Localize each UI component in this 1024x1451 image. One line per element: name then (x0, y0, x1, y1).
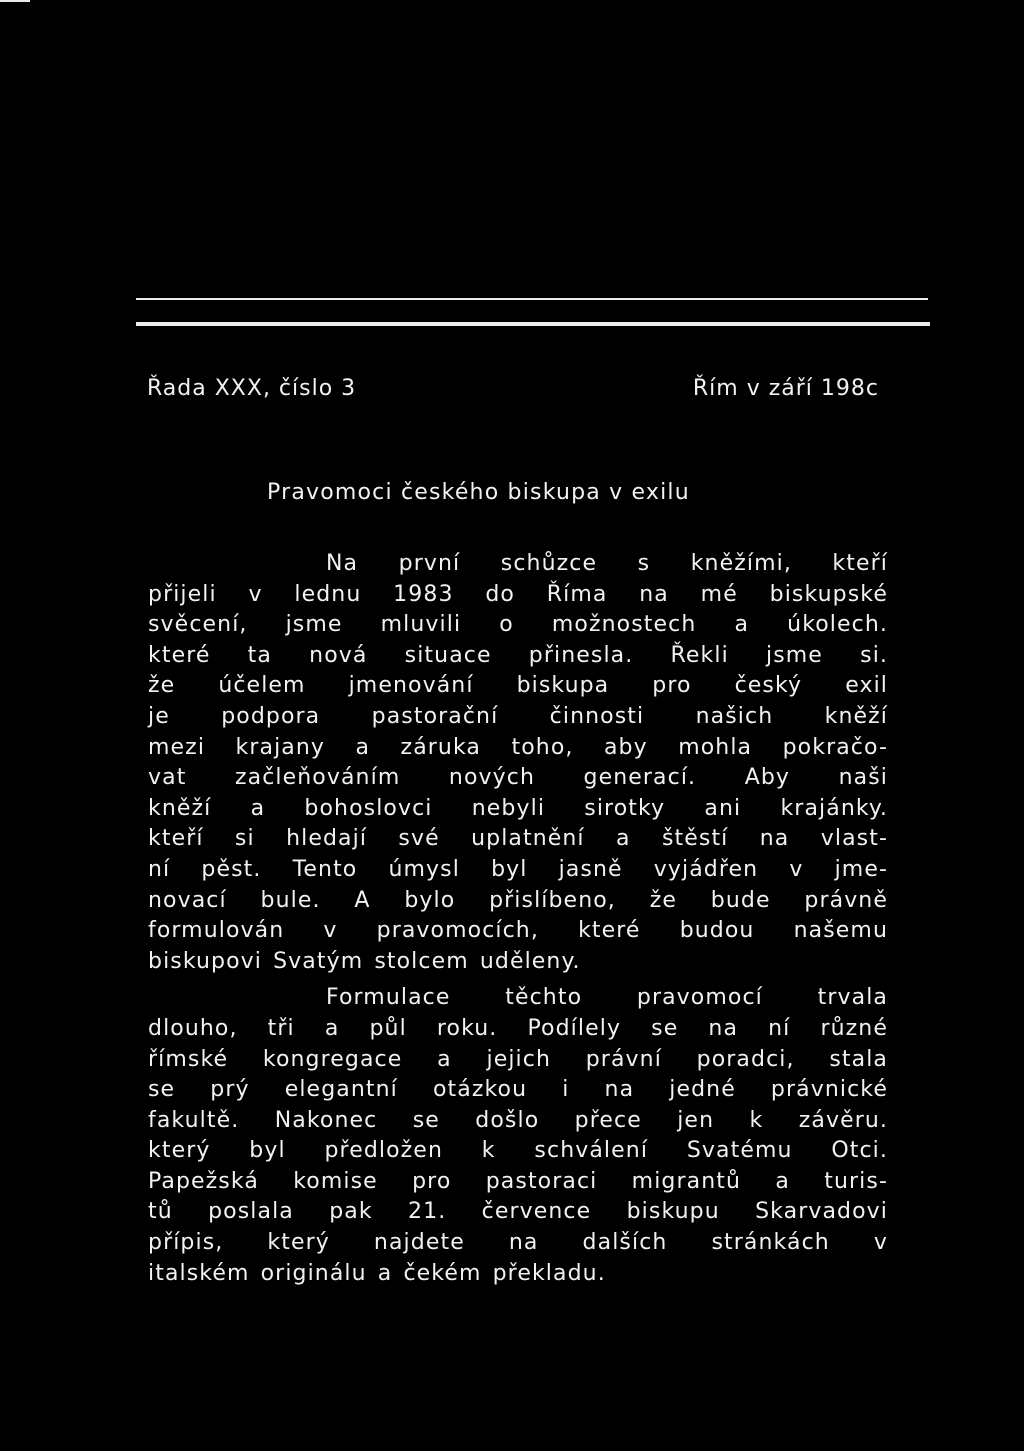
text-line: přípis, který najdete na dalších stránkách v (148, 1230, 888, 1256)
text-line: se prý elegantní otázkou i na jedné právnické (148, 1077, 888, 1103)
text-line: biskupovi Svatým stolcem uděleny. (148, 948, 581, 974)
text-line: ní pěst. Tento úmysl byl jasně vyjádřen v jme- (148, 856, 888, 882)
issue-header (147, 376, 879, 410)
text-line: kteří si hledají své uplatnění a štěstí na vlast- (148, 826, 888, 852)
text-line: italském originálu a čekém překladu. (148, 1260, 606, 1286)
issue-series: Řada XXX, číslo 3 (147, 376, 357, 401)
text-line: který byl předložen k schválení Svatému Otci. (148, 1138, 888, 1164)
text-line: kněží a bohoslovci nebyli sirotky ani krajánky. (148, 795, 888, 821)
text-line: že účelem jmenování biskupa pro český exil (148, 673, 888, 699)
text-line: římské kongregace a jejich právní poradci, stala (148, 1046, 888, 1072)
text-line: tů poslala pak 21. července biskupu Skarvadovi (148, 1199, 888, 1225)
text-line: formulován v pravomocích, které budou našemu (148, 918, 888, 944)
header-rule-thin (136, 298, 928, 300)
text-line: Na první schůzce s kněžími, kteří (326, 551, 888, 576)
issue-place-date: Řím v září 198c (692, 376, 879, 401)
header-rule-thick (136, 322, 930, 326)
text-line: je podpora pastorační činnosti našich kněží (148, 703, 888, 729)
text-line: novací bule. A bylo přislíbeno, že bude právně (148, 887, 888, 913)
text-line: svěcení, jsme mluvili o možnostech a úkolech. (148, 612, 888, 638)
text-line: které ta nová situace přinesla. Řekli jsme si. (148, 642, 888, 668)
text-line: Papežská komise pro pastoraci migrantů a turis- (148, 1168, 888, 1194)
text-line: dlouho, tři a půl roku. Podílely se na ní různé (148, 1015, 888, 1041)
article-title: Pravomoci českého biskupa v exilu (267, 480, 690, 505)
text-line: vat začleňováním nových generací. Aby naši (148, 765, 888, 791)
text-line: fakultě. Nakonec se došlo přece jen k závěru. (148, 1107, 888, 1133)
top-edge-mark (0, 0, 30, 2)
text-line: mezi krajany a záruka toho, aby mohla pokračo- (148, 734, 888, 760)
article-body (148, 549, 888, 1289)
text-line: přijeli v lednu 1983 do Říma na mé biskupské (148, 581, 888, 607)
text-line: Formulace těchto pravomocí trvala (326, 985, 888, 1011)
